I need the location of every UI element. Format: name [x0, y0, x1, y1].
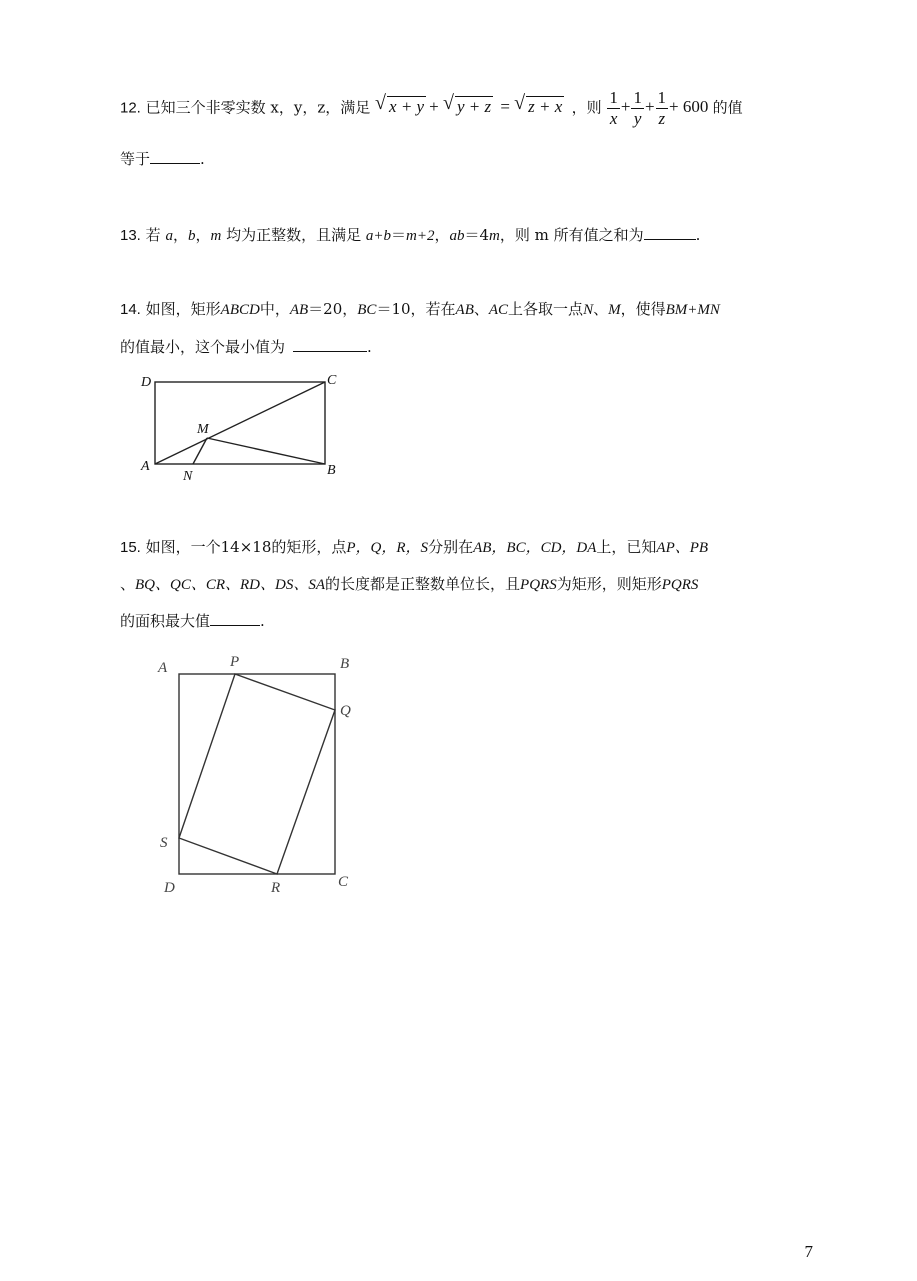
diagonal-ac: [155, 382, 325, 464]
q15-number: 15.: [120, 539, 141, 556]
q13-answer-blank[interactable]: [644, 224, 696, 240]
sqrt-zx: √ z + x: [514, 92, 563, 117]
q12-line2-text: 等于: [120, 150, 151, 168]
q14-line1: 14. 如图，矩形ABCD中，AB＝20，BC＝10，若在AB、AC上各取一点N、M，使得BM+MN: [120, 300, 720, 318]
q14-line2: 的值最小，这个最小值为 .: [120, 338, 372, 356]
q12-answer-blank[interactable]: [150, 148, 200, 164]
q12-line2: 等于 .: [120, 150, 205, 168]
label-d: D: [141, 375, 152, 390]
label-c: C: [327, 373, 337, 388]
q14-number: 14.: [120, 301, 141, 318]
q13-number: 13.: [120, 227, 141, 244]
label-q: Q: [340, 703, 351, 719]
label-a: A: [141, 459, 150, 474]
label-c-15: C: [338, 874, 349, 890]
q15-line3: 的面积最大值 .: [120, 612, 265, 630]
sqrt-xy: √ x + y: [375, 92, 425, 117]
q15-line1: 15. 如图，一个14×18的矩形，点P，Q，R，S分别在AB，BC，CD，DA上，已知AP、PB: [120, 538, 709, 556]
q12-fraction-sum: $\frac{1}{x}$ + $\frac{1}{y}$ + $\frac{1}{z}$ + 600: [609, 88, 709, 128]
page-number: 7: [804, 1242, 813, 1261]
rect-pqrs: [179, 674, 335, 874]
q12-line1: [120, 88, 743, 128]
q12-equation: √ x + y + √ y + z = √ z + x: [375, 97, 572, 116]
label-b-15: B: [340, 656, 350, 672]
rect-abcd-15: [179, 674, 335, 874]
q14-figure: [135, 368, 350, 486]
label-d-15: D: [164, 880, 175, 896]
q12-number: 12.: [120, 99, 141, 117]
q14-answer-blank[interactable]: [293, 336, 367, 352]
label-s: S: [160, 835, 168, 851]
label-n: N: [183, 469, 193, 484]
label-m: M: [197, 422, 209, 437]
label-r: R: [271, 880, 281, 896]
q12-text-a: 已知三个非零实数 x，y，z，满足: [145, 98, 371, 117]
frac-1-y: $\frac{1}{y}$: [633, 88, 642, 128]
q13-line: 13. 若 a，b，m 均为正整数，且满足 a+b＝m+2，ab＝4m，则 m 所有值之和为 .: [120, 226, 701, 244]
sqrt-yz: √ y + z: [442, 92, 492, 117]
segment-mb: [207, 438, 325, 464]
frac-1-x: $\frac{1}{x}$: [609, 88, 618, 128]
q15-figure: [150, 648, 365, 900]
label-b: B: [327, 463, 336, 478]
frac-1-z: $\frac{1}{z}$: [657, 88, 667, 128]
q15-line2: 、BQ、QC、CR、RD、DS、SA的长度都是正整数单位长，且PQRS为矩形，则矩形PQRS: [120, 575, 699, 593]
q12-text-b: ，则: [571, 98, 602, 117]
q12-text-c: 的值: [712, 98, 743, 117]
q15-answer-blank[interactable]: [210, 610, 260, 626]
label-p: P: [230, 654, 240, 670]
label-a-15: A: [158, 660, 168, 676]
